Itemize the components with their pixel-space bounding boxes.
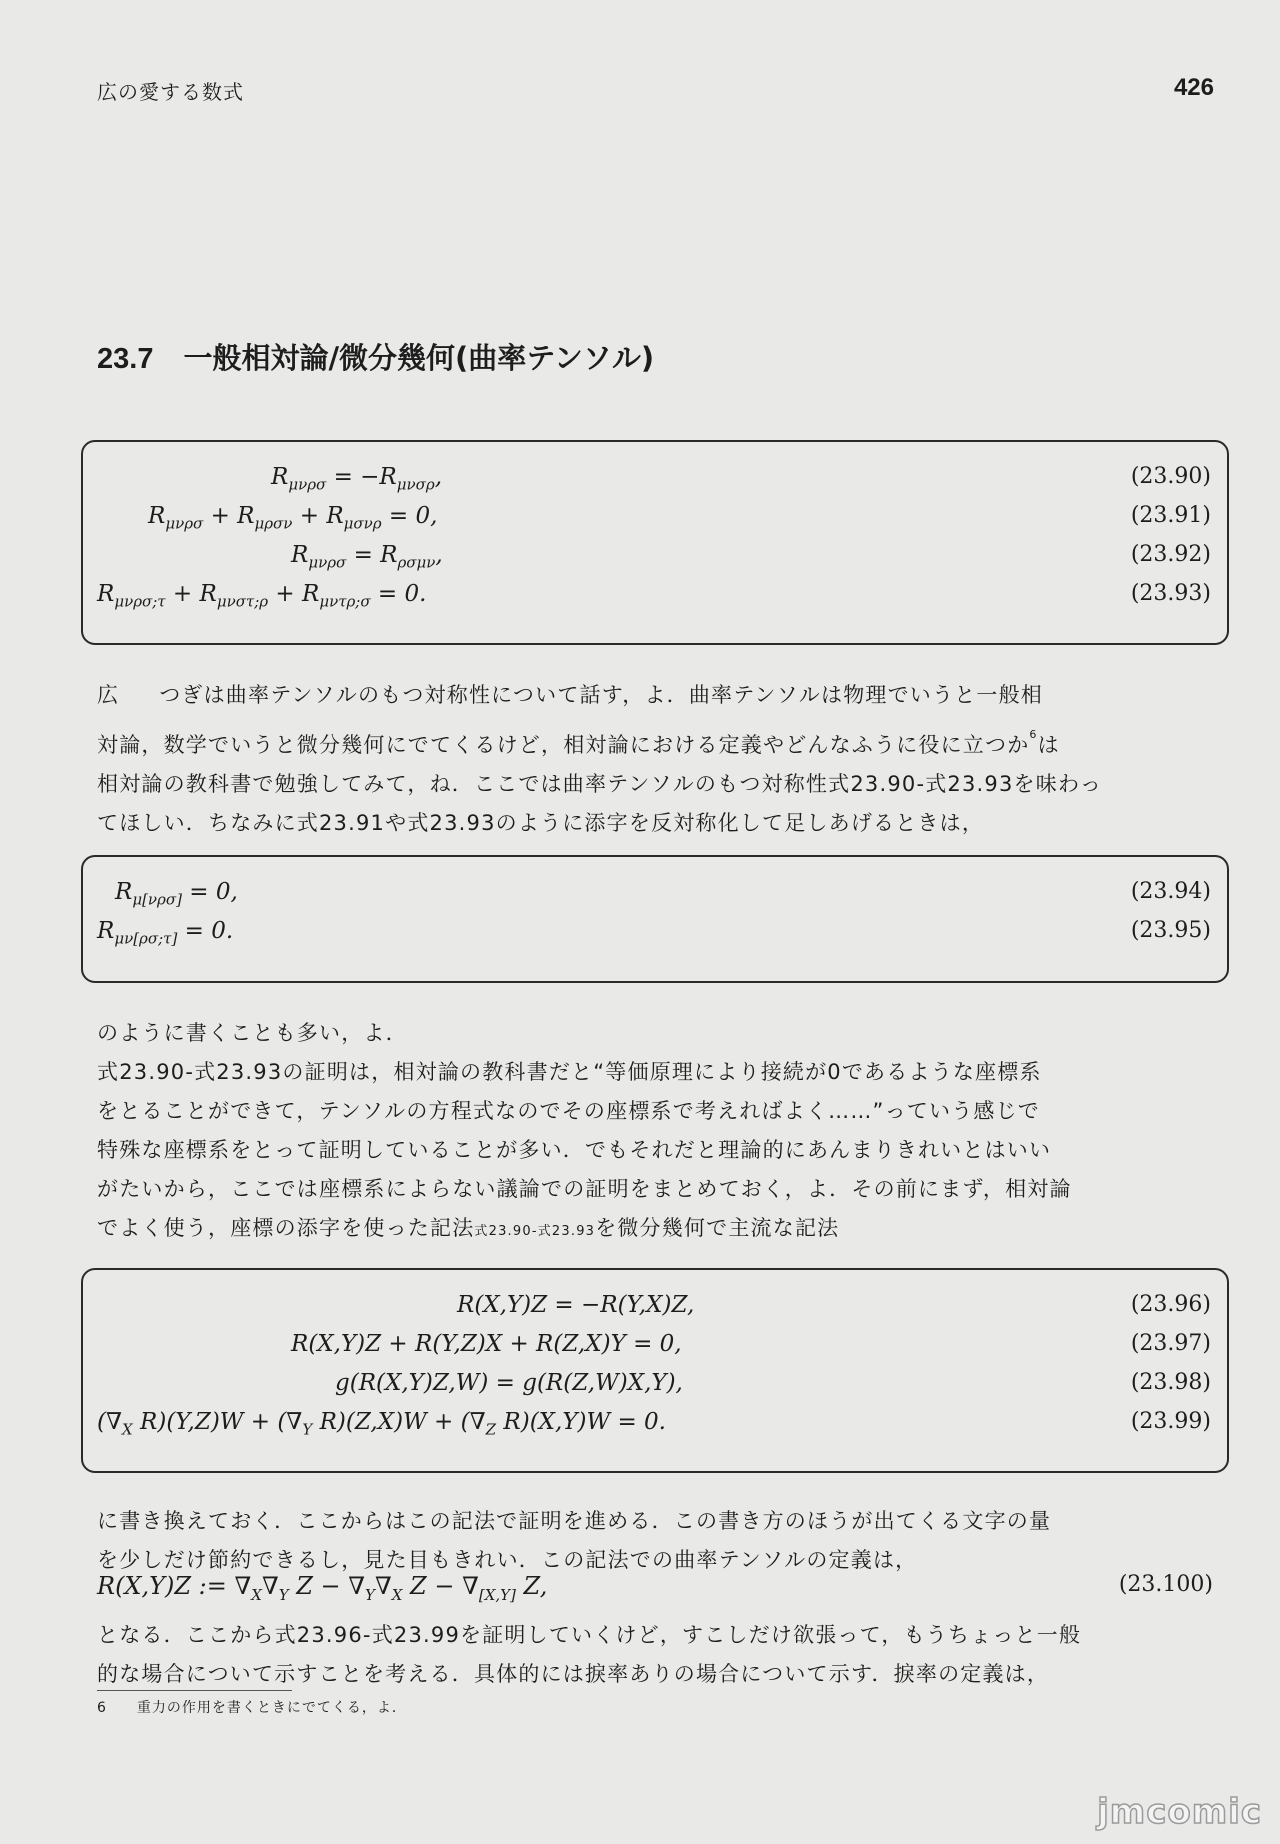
text-line: つぎは曲率テンソルのもつ対称性について話す，よ．曲率テンソルは物理でいうと一般相 <box>159 683 1043 707</box>
equation-row <box>83 542 1227 581</box>
speaker-label: 広 <box>97 683 120 707</box>
equation-23-98: g(R(X,Y)Z,W) = g(R(Z,W)X,Y), <box>335 1370 683 1396</box>
paragraph-4 <box>97 1616 1082 1694</box>
text-line: 的な場合について示すことを考える．具体的には捩率ありの場合について示す．捩率の定義は， <box>97 1662 1050 1686</box>
equation-23-92: $R_{\mu\nu\rho\sigma} = R_{\rho\sigma\mu\nu}$, <box>291 542 443 572</box>
equation-number: (23.93) <box>1130 581 1211 606</box>
footnote <box>97 1697 407 1717</box>
equation-number: (23.97) <box>1130 1331 1211 1356</box>
text-line: をとることができて，テンソルの方程式なのでその座標系で考えればよく……”っていう感じで <box>97 1099 1041 1123</box>
text-line: 相対論の教科書で勉強してみて，ね．ここでは曲率テンソルのもつ対称性式23.90-式23.93を味わっ <box>97 772 1103 796</box>
paragraph-3 <box>97 1502 1052 1580</box>
equation-23-95: $R_{\mu\nu[\rho\sigma;\tau]} = 0$. <box>97 918 234 948</box>
reference-small: 式23.90-式23.93 <box>474 1224 596 1239</box>
equation-row <box>83 1292 1227 1331</box>
page-number: 426 <box>1173 74 1214 101</box>
equation-number: (23.95) <box>1130 918 1211 943</box>
equation-23-99: ($\nabla_X$ $R)(Y,Z)W + (\nabla_Y$ $R)(Z,X)W + (\nabla_Z$ R)(X,Y)W = 0. <box>97 1409 666 1439</box>
equation-row <box>83 879 1227 918</box>
equation-23-100: R(X,Y)Z := $\nabla_X\nabla_Y$ $Z - \nabla_Y\nabla_X$ $Z - \nabla_{[X,Y]}$ Z, <box>97 1572 548 1604</box>
text-line: がたいから，ここでは座標系によらない議論での証明をまとめておく，よ．その前にまず，相対論 <box>97 1177 1072 1201</box>
equation-number: (23.100) <box>1118 1572 1213 1597</box>
equation-box-1 <box>81 440 1229 645</box>
equation-row <box>83 581 1227 620</box>
text-line: でよく使う，座標の添字を使った記法 <box>97 1216 475 1240</box>
section-number: 23.7 <box>97 343 154 375</box>
footnote-number: 6 <box>97 1700 107 1716</box>
footnote-mark[interactable]: 6 <box>1029 728 1038 741</box>
equation-23-90: $R_{\mu\nu\rho\sigma} = -R_{\mu\nu\sigma\rho}$, <box>271 464 442 494</box>
equation-row <box>83 464 1227 503</box>
text-line: 対論，数学でいうと微分幾何にでてくるけど，相対論における定義やどんなふうに役に立つか <box>97 733 1030 757</box>
equation-box-3 <box>81 1268 1229 1473</box>
text-line: 特殊な座標系をとって証明していることが多い．でもそれだと理論的にあんまりきれいとはいい <box>97 1138 1052 1162</box>
text-line: を微分幾何で主流な記法 <box>595 1216 840 1240</box>
section-title-text: 一般相対論/微分幾何(曲率テンソル) <box>183 341 655 375</box>
equation-23-96: R(X,Y)Z = −R(Y,X)Z, <box>457 1292 695 1318</box>
footnote-text: 重力の作用を書くときにでてくる，よ． <box>136 1700 407 1716</box>
running-header-title: 広の愛する数式 <box>97 80 244 104</box>
paragraph-2 <box>97 1014 1072 1251</box>
text-line: 式23.90-式23.93の証明は，相対論の教科書だと“等価原理により接続が0であるような座標系 <box>97 1060 1042 1084</box>
equation-number: (23.99) <box>1130 1409 1211 1434</box>
equation-23-100-row <box>97 1572 1213 1612</box>
equation-row <box>83 503 1227 542</box>
equation-number: (23.94) <box>1130 879 1211 904</box>
equation-number: (23.90) <box>1130 464 1211 489</box>
text-line: のように書くことも多い，よ． <box>97 1021 408 1045</box>
watermark-logo: jmcomic <box>1097 1792 1262 1832</box>
equation-box-2 <box>81 855 1229 983</box>
text-line: に書き換えておく．ここからはこの記法で証明を進める．この書き方のほうが出てくる文字の量 <box>97 1509 1052 1533</box>
equation-number: (23.92) <box>1130 542 1211 567</box>
equation-row <box>83 1370 1227 1409</box>
text-line: てほしい．ちなみに式23.91や式23.93のように添字を反対称化して足しあげるときは， <box>97 811 985 835</box>
text-line: となる．ここから式23.96-式23.99を証明していくけど，すこしだけ欲張って，もうちょっと一般 <box>97 1623 1082 1647</box>
equation-23-94: $R_{\mu[\nu\rho\sigma]} = 0$, <box>115 879 238 909</box>
text-line: は <box>1037 733 1060 757</box>
equation-number: (23.96) <box>1130 1292 1211 1317</box>
footnote-rule <box>97 1690 292 1691</box>
section-heading <box>97 336 654 377</box>
paragraph-1 <box>97 676 1103 843</box>
equation-23-97: R(X,Y)Z + R(Y,Z)X + R(Z,X)Y = 0, <box>291 1331 682 1357</box>
equation-row <box>83 1409 1227 1448</box>
equation-number: (23.91) <box>1130 503 1211 528</box>
equation-23-93: $R_{\mu\nu\rho\sigma;\tau} + R_{\mu\nu\sigma\tau;\rho} + R_{\mu\nu\tau\rho;\sigma} = 0$. <box>97 581 427 611</box>
equation-row <box>83 1331 1227 1370</box>
equation-number: (23.98) <box>1130 1370 1211 1395</box>
equation-23-91: $R_{\mu\nu\rho\sigma} + R_{\mu\rho\sigma\nu} + R_{\mu\sigma\nu\rho} = 0$, <box>148 503 438 533</box>
text-line: を少しだけ節約できるし，見た目もきれい．この記法での曲率テンソルの定義は， <box>97 1548 918 1572</box>
equation-row <box>83 918 1227 957</box>
